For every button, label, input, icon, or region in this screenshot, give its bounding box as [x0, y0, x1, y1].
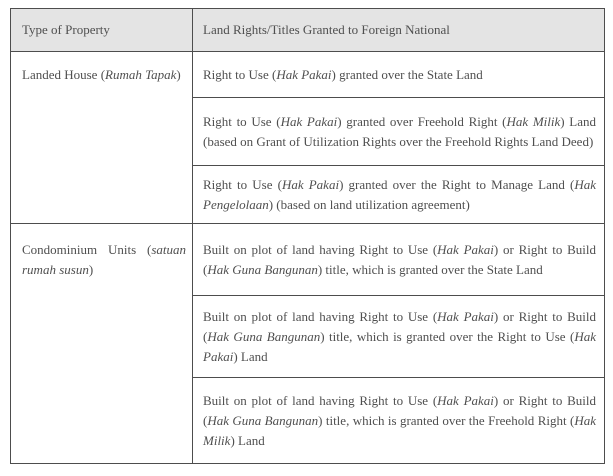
rights-list-condominium [193, 224, 604, 463]
header-land-rights [193, 9, 604, 51]
table-header-row [11, 9, 604, 52]
property-type-label-condominium: Condominium Units (satuan rumah susun) [22, 242, 186, 277]
header-type-of-property [11, 9, 193, 51]
property-type-label-landed-house: Landed House (Rumah Tapak) [22, 67, 181, 82]
property-type-cell-landed-house [11, 52, 193, 223]
rights-text: Built on plot of land having Right to Use (Hak Pakai) or Right to Build (Hak Guna Bangunan) title, which is granted over the Right to Use (Hak Pakai) Land [203, 308, 596, 364]
rights-cell-condo-freehold [193, 378, 604, 463]
section-condominium-units [11, 224, 604, 463]
property-type-cell-condominium [11, 224, 193, 463]
rights-text: Built on plot of land having Right to Use (Hak Pakai) or Right to Build (Hak Guna Bangunan) title, which is granted over the Freehold Right (Hak Milik) Land [203, 392, 596, 448]
rights-cell-condo-right-to-use [193, 296, 604, 378]
rights-text: Right to Use (Hak Pakai) granted over the Right to Manage Land (Hak Pengelolaan) (based on land utilization agreement) [203, 176, 596, 212]
rights-cell-condo-state-land [193, 224, 604, 296]
rights-list-landed-house [193, 52, 604, 223]
header-land-rights-label: Land Rights/Titles Granted to Foreign National [203, 22, 450, 37]
rights-text: Right to Use (Hak Pakai) granted over Freehold Right (Hak Milik) Land (based on Grant of Utilization Rights over the Freehold Rights Land Deed) [203, 113, 597, 149]
rights-cell-freehold-right [193, 98, 604, 166]
rights-cell-right-to-manage [193, 166, 604, 223]
rights-text: Built on plot of land having Right to Use (Hak Pakai) or Right to Build (Hak Guna Bangunan) title, which is granted over the State Land [203, 241, 596, 277]
rights-cell-state-land [193, 52, 604, 98]
rights-text: Right to Use (Hak Pakai) granted over the State Land [203, 66, 483, 82]
header-type-of-property-label: Type of Property [22, 22, 110, 37]
property-rights-table [10, 8, 605, 464]
section-landed-house [11, 52, 604, 224]
